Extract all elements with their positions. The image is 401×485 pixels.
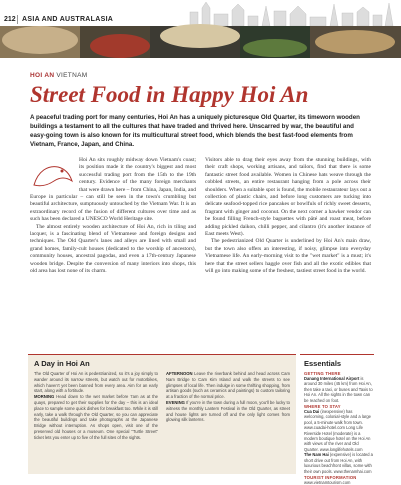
body-paragraph: The almost entirely wooden architecture of Hoi An, rich in tiling and lacquer, is a fascinating blend of Vietnamese and foreign designs and techniques. The Old Quarter's lanes and alleys are lined with small and grand homes, family-cult houses (dedicated to the worship of ancestors), community houses, ancestral pagodas, and even a 17th-century Japanese wooden bridge. Despite the conversion of many interiors into shops, this old area has lost none of its charm. bbox=[30, 223, 196, 275]
location-kicker bbox=[30, 72, 87, 79]
day-paragraph bbox=[34, 394, 158, 440]
essentials-text bbox=[304, 452, 374, 474]
day-lead: AFTERNOON bbox=[166, 371, 193, 376]
essentials-body: (expensive) is located a short drive out from Hoi An, with luxurious beachfront villas, some with their own pools. www.thenamhai.com bbox=[304, 452, 373, 474]
essentials-body: www.vietnamtourism.com bbox=[304, 479, 351, 485]
essentials-text bbox=[304, 480, 374, 485]
essentials-title: Essentials bbox=[304, 359, 342, 368]
essentials-bold: The Nam Hai bbox=[304, 452, 329, 458]
essentials-text bbox=[304, 376, 374, 403]
essentials-bold: Danang International Airport bbox=[304, 376, 360, 381]
day-text: If you're in the town during a full moon, you'll be lucky to witness the monthly Lantern Festival in the Old Quarter, as street and house lights are turned off and the only light comes from glowing silk lanterns. bbox=[166, 399, 290, 423]
essentials-box bbox=[300, 354, 374, 485]
article-intro: A peaceful trading port for many centuries, Hoi An has a uniquely picturesque Old Quarter, its timeworn wooden buildings a testament to all the cultures that have traded and thrived here. Unscarred by war, the beautiful and easy-going town is also known for its multicultural street food, which blends the best fast-food elements from Vietnam, France, Japan, and China. bbox=[30, 114, 360, 148]
body-paragraph: Hoi An sits roughly midway down Vietnam's coast; its position made it the country's biggest and most successful trading port from the 15th to the 19th century. Evidence of the many foreign merchants that were drawn here – from China, Japan, India, and Europe in particular – can still be seen in the town's crumbling but beautiful architecture, sumptuously untouched by the Vietnam War. It is an extraordinary record of the fusion of different cultures over time and as such has been declared a UNESCO World Heritage site. bbox=[30, 157, 196, 223]
body-paragraph: Visitors able to drag their eyes away from the stunning buildings, with their craft shops, working artisans, and tailors, find that there is some fantastic street food available. Women in Chinese hats weave through the cobbled streets, an entire restaurant hanging from a pole across their shoulders. When a suitable spot is found, the mobile restaurateur lays out a collection of plastic chairs, and before long customers are tucking into delicate seafood-topped rice pancakes or bowlfuls of richly sweet desserts, fragrant with ginger and coconut. On the next corner a hawker vendor can be found filling French-style baguettes with pâté and roast meat, before adding pickled daikon, chilli pepper, and cilantro (it's another instance of East meets West). bbox=[205, 157, 371, 238]
day-lead: EVENING bbox=[166, 399, 185, 405]
body-paragraph: The pedestrianized Old Quarter is underlined by Hoi An's main draw, but the town also offers an interesting, if noisy, glimpse into everyday Vietnamese life. An early-morning visit to the "wet market" is a must; it's here that the street sellers haggle over fish and all the exotic edibles that will go into making some of the freshest, tastiest street food in the world. bbox=[205, 238, 371, 275]
day-itinerary-box bbox=[28, 354, 296, 474]
day-box-title: A Day in Hoi An bbox=[34, 359, 90, 368]
essentials-body: is around 30 miles (45 km) from Hoi An, then take a taxi, or buses and Taxis to Hoi An. All the sights in the town can be reached on foot. bbox=[304, 376, 373, 403]
page-header bbox=[0, 0, 401, 26]
body-column-1 bbox=[30, 157, 196, 276]
day-paragraph bbox=[166, 371, 290, 400]
section-title: ASIA AND AUSTRALASIA bbox=[22, 16, 114, 23]
essentials-heading: GETTING THERE bbox=[304, 371, 341, 376]
skyline-illustration bbox=[180, 0, 401, 26]
day-paragraph bbox=[166, 400, 290, 423]
essentials-text bbox=[304, 409, 374, 452]
body-column-2 bbox=[205, 157, 371, 276]
essentials-bold: Cua Dai bbox=[304, 409, 320, 415]
essentials-heading: WHERE TO STAY bbox=[304, 404, 341, 410]
location-country: VIETNAM bbox=[56, 72, 88, 79]
day-text: Head down to the wet market before 7am as at the quays, prepared to get their supplies for the day – this is an ideal place to sample some quick dishes for breakfast too. While it is still early, take a walk through the Old Quarter, so you can appreciate the beautiful buildings and take photographs at the Japanese Bridge without interruption. As shops open, visit one of the preserved old houses or a museum. One special "Turtle Street" ticket lets you enter up to five of the full sites of the sights. bbox=[34, 394, 158, 440]
day-box-column-b bbox=[166, 371, 290, 423]
location-city: HOI AN bbox=[30, 72, 55, 79]
day-lead: MORNING bbox=[34, 394, 55, 400]
day-text: The Old Quarter of Hoi An is pedestrianized, so it's a joy simply to wander around its narrow streets, but watch out for motorbikes, which haven't yet been banned from every area. Aim for an early start, along with a fortitude. bbox=[34, 371, 158, 394]
header-divider bbox=[17, 15, 18, 24]
essentials-heading: TOURIST INFORMATION bbox=[304, 474, 357, 480]
article-title: Street Food in Happy Hoi An bbox=[30, 82, 309, 107]
street-food-photo bbox=[0, 26, 401, 58]
day-paragraph bbox=[34, 371, 158, 394]
day-text: Leave the riverbank behind and head across Cam Nam Bridge to Cam Kim Island and walk the streets to see glimpses of local life. Then indulge in some thrifting shopping, from artisan goods (such as ceramics and paintings) to custom tailoring at a fraction of the normal price. bbox=[166, 371, 290, 400]
essentials-body: (inexpensive) has welcoming, colonial-style and a large pool, a 5-minute walk from town. www.cuadai-hotel.com Long Life Riverside Hotel (moderate) is a modern boutique hotel on the Hoi An with views of the river and Old Quarter. www.longlifehotels.com bbox=[304, 409, 371, 452]
day-box-column-a bbox=[34, 371, 158, 441]
page-number: 212 bbox=[4, 16, 16, 23]
dragon-ornament-icon bbox=[30, 157, 76, 191]
article-body bbox=[30, 157, 371, 342]
